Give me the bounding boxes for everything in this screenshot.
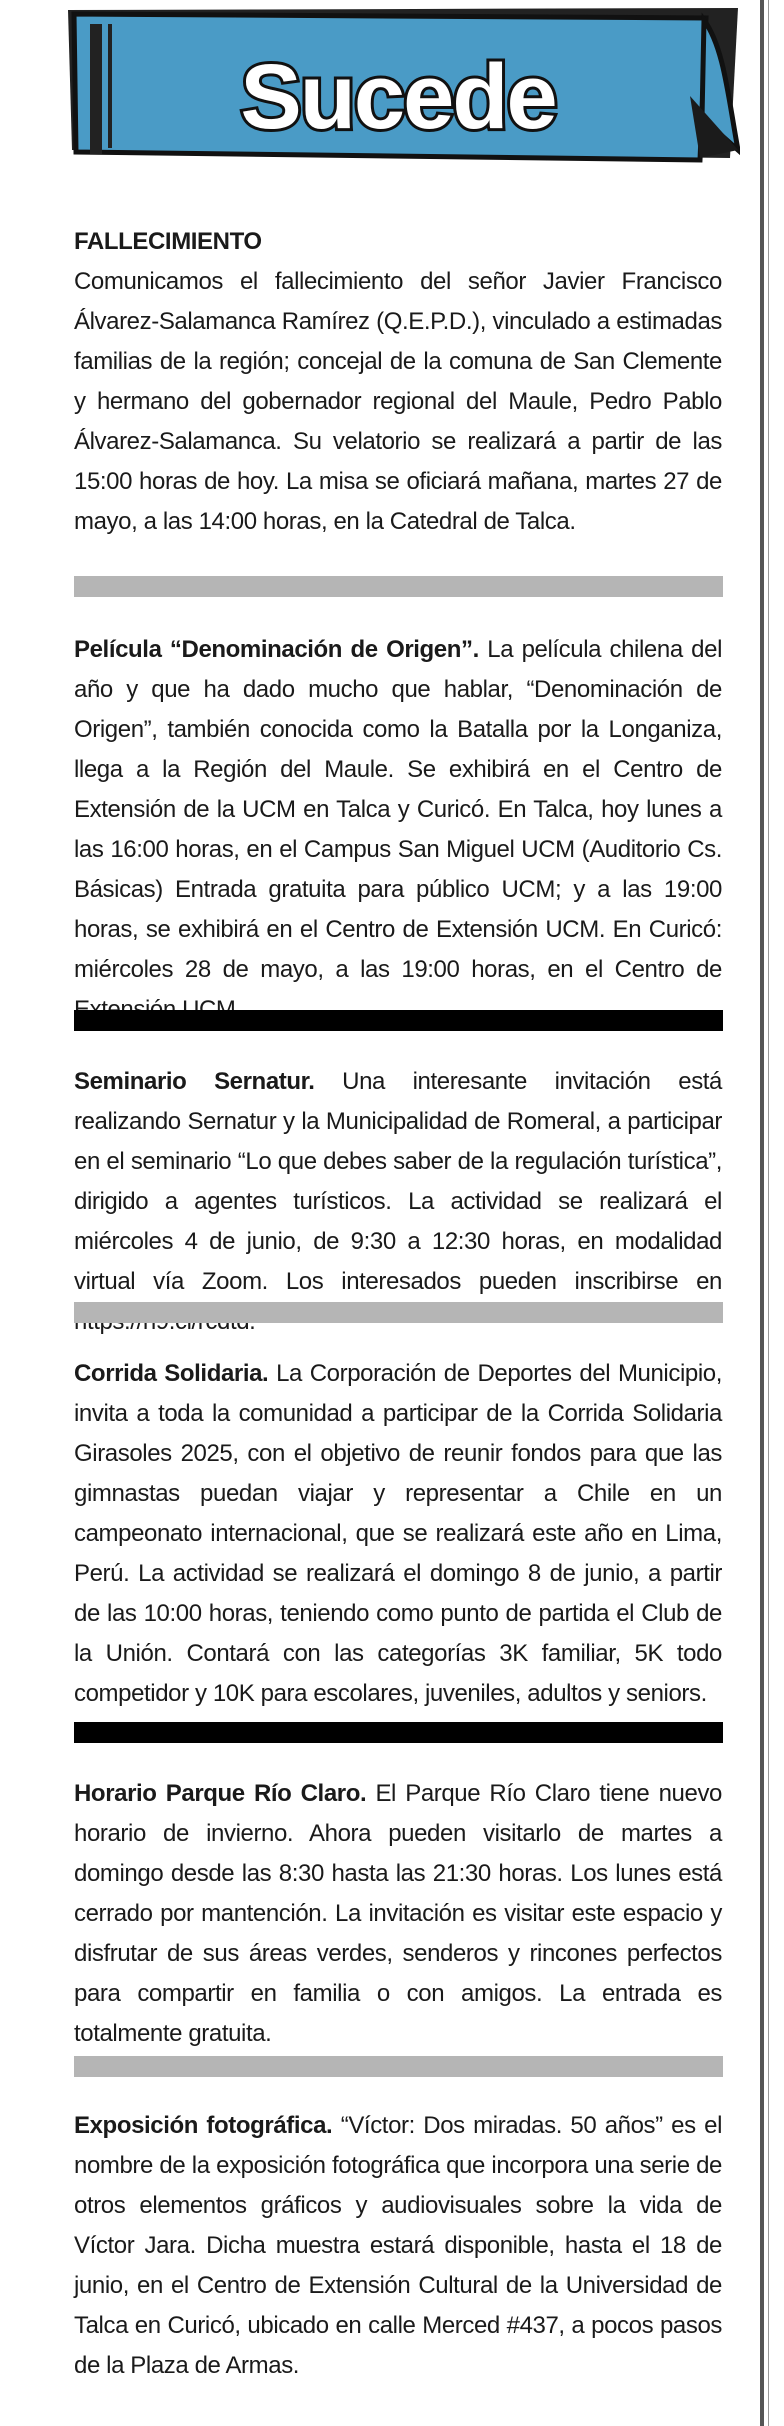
article-parque bbox=[74, 1774, 722, 2054]
section-divider bbox=[74, 2056, 723, 2077]
article-body: El Parque Río Claro tiene nuevo horario de invierno. Ahora pueden visitarlo de martes a domingo desde las 8:30 hasta las 21:30 horas. Los lunes está cerrado por mantención. La invitación es visitar este espacio y disfrutar de sus áreas verdes, senderos y rincones perfectos para compartir en familia o con amigos. La entrada es totalmente gratuita. bbox=[74, 1780, 722, 2047]
article-exposicion bbox=[74, 2106, 722, 2386]
banner-left-bar-thin bbox=[108, 24, 112, 148]
section-divider bbox=[74, 1722, 723, 1743]
article-body: “Víctor: Dos miradas. 50 años” es el nombre de la exposición fotográfica que incorpora una serie de otros elementos gráficos y audiovisuales sobre la vida de Víctor Jara. Dicha muestra estará disponible, hasta el 18 de junio, en el Centro de Extensión Cultural de la Universidad de Talca en Curicó, ubicado en calle Merced #437, a pocos pasos de la Plaza de Armas. bbox=[74, 2112, 722, 2379]
article-body: La película chilena del año y que ha dado mucho que hablar, “Denominación de Origen”, también conocida como la Batalla por la Longaniza, llega a la Región del Maule. Se exhibirá en el Centro de Extensión de la UCM en Talca y Curicó. En Talca, hoy lunes a las 16:00 horas, en el Campus San Miguel UCM (Auditorio Cs. Básicas) Entrada gratuita para público UCM; y a las 19:00 horas, se exhibirá en el Centro de Extensión UCM. En Curicó: miércoles 28 de mayo, a las 19:00 horas, en el Centro de bbox=[74, 636, 722, 983]
article-heading: Horario Parque Río Claro. bbox=[74, 1780, 376, 1807]
article-heading: Película “Denominación de Origen”. bbox=[74, 636, 488, 663]
section-divider bbox=[74, 1302, 723, 1323]
article-fallecimiento bbox=[74, 226, 722, 542]
article-heading: Exposición fotográfica. bbox=[74, 2112, 341, 2139]
article-pelicula bbox=[74, 630, 722, 1030]
section-divider bbox=[74, 1010, 723, 1031]
article-body: Comunicamos el fallecimiento del señor Javier Francisco Álvarez-Salamanca Ramírez (Q.E.P.D.), vinculado a estimadas familias de la región; concejal de la comuna de San Clemente y hermano del gobernador regional del Maule, Pedro Pablo Álvarez-Salamanca. Su velatorio se realizará a partir de las 15:00 horas de hoy. La misa se oficiará mañana, martes 27 de mayo, a las 14:00 horas, en la Catedral de Talca. bbox=[74, 268, 722, 535]
banner-left-bar bbox=[90, 24, 102, 154]
article-corrida bbox=[74, 1354, 722, 1714]
article-seminario bbox=[74, 1062, 722, 1342]
article-heading: FALLECIMIENTO bbox=[74, 228, 262, 255]
article-heading: Seminario Sernatur. bbox=[74, 1068, 343, 1095]
article-body: La Corporación de Deportes del Municipio, invita a toda la comunidad a participar de la Corrida Solidaria Girasoles 2025, con el objetivo de reunir fondos para que las gimnastas puedan viajar y representar a Chile en un campeonato internacional, que se realizará este año en Lima, Perú. La actividad se realizará el domingo 8 de junio, a partir de las 10:00 horas, teniendo como punto de partida el Club de la Unión. Contará con las categorías 3K familiar, 5K todo competidor y 10K para escolares, juveniles, adultos y seniors. bbox=[74, 1360, 722, 1707]
section-title: Sucede bbox=[240, 46, 556, 148]
page-edge-rule bbox=[760, 0, 764, 2426]
article-heading: Corrida Solidaria. bbox=[74, 1360, 277, 1387]
section-banner bbox=[0, 0, 740, 220]
section-divider bbox=[74, 576, 723, 597]
page-edge-rule-thin bbox=[768, 0, 769, 2426]
article-body: Una interesante invitación está realizando Sernatur y la Municipalidad de Romeral, a participar en el seminario “Lo que debes saber de la regulación turística”, dirigido a agentes turísticos. La actividad se realizará el miércoles 4 de junio, de 9:30 a 12:30 horas, en modalidad virtual vía Zoom. Los interesados pueden inscribirse en bbox=[74, 1068, 723, 1295]
